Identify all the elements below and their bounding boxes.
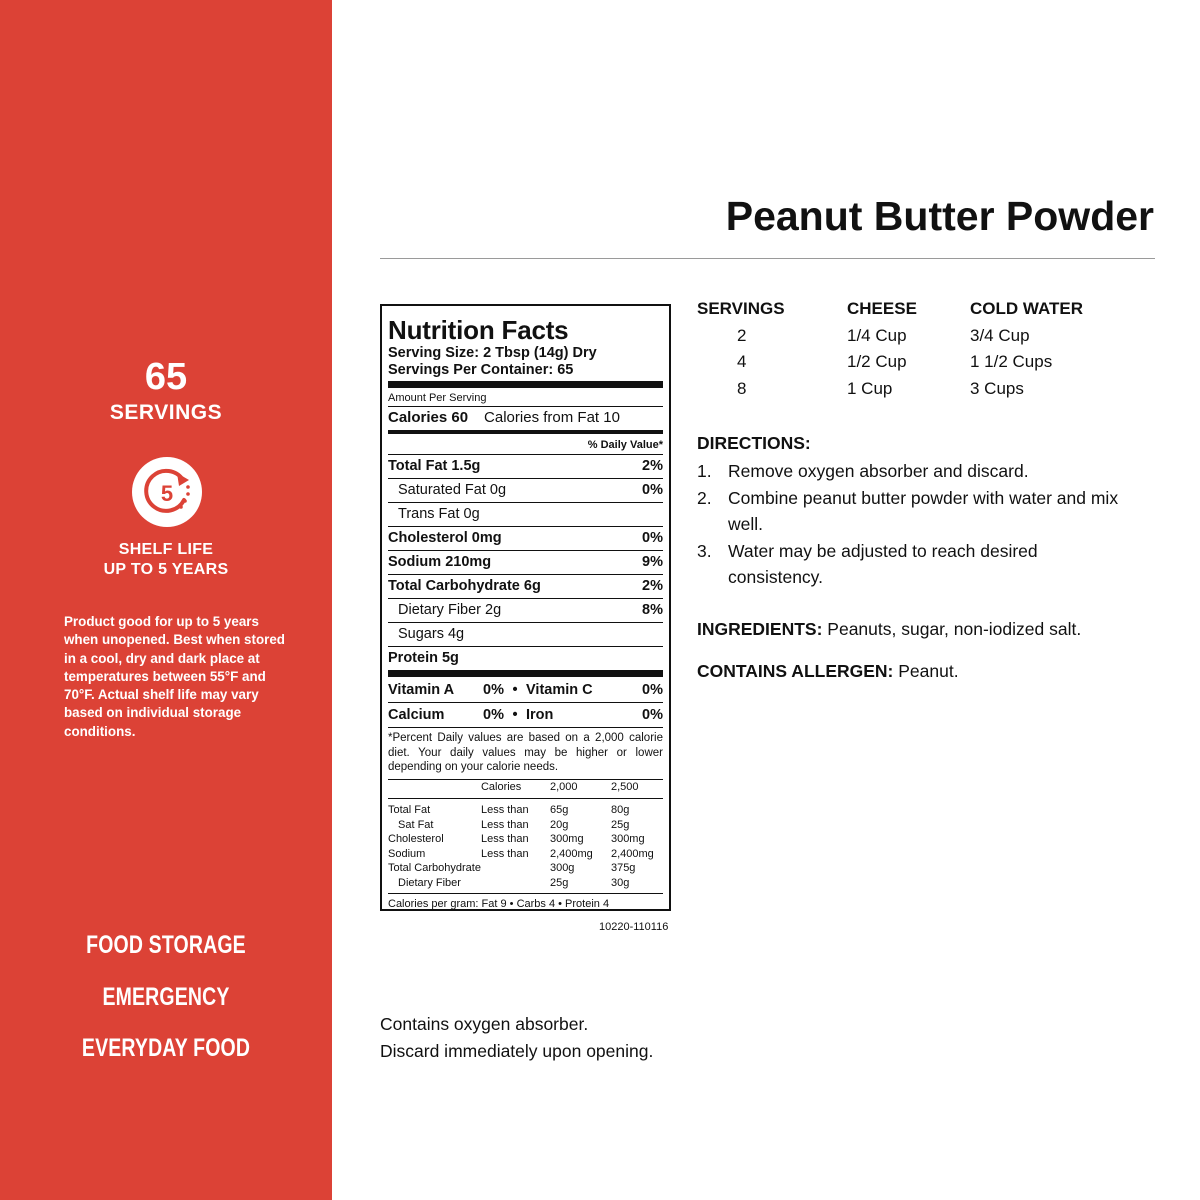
allergen-label: CONTAINS ALLERGEN: — [697, 661, 894, 681]
dv-cell — [388, 780, 481, 799]
dv-cell: Sat Fat — [398, 818, 434, 831]
nutrition-facts-title: Nutrition Facts — [388, 315, 569, 345]
water-cell: 3 Cups — [970, 379, 1024, 398]
nutrient-label: Total Carbohydrate 6g — [388, 578, 541, 594]
dv-cell: Total Fat — [388, 804, 431, 816]
vitamin-label: Calcium — [388, 707, 445, 723]
servings-header: SERVINGS — [697, 299, 785, 318]
vitamin-pct: 0% — [483, 707, 504, 723]
dv-row — [388, 832, 663, 847]
step-text: Water may be adjusted to reach desired consistency. — [728, 540, 1038, 587]
vitamin-label: Vitamin C — [526, 682, 593, 698]
nutrient-row — [388, 479, 663, 503]
shelf-life-line1: SHELF LIFE — [118, 541, 214, 558]
dv-cell — [481, 876, 550, 891]
vitamin-label: Iron — [526, 707, 554, 723]
product-title: Peanut Butter Powder — [725, 193, 1154, 239]
dv-cell: Less than — [480, 818, 529, 831]
dv-cell: 80g — [610, 804, 630, 816]
nutrient-row — [388, 599, 663, 623]
direction-step — [697, 538, 1157, 591]
dv-header-row — [388, 780, 663, 799]
dv-row — [388, 847, 663, 862]
daily-value-footnote: *Percent Daily values are based on a 2,000 calorie diet. Your daily values may be higher or lower depending on your calorie needs. — [388, 728, 663, 780]
nutrient-label: Trans Fat 0g — [398, 506, 480, 522]
dv-cell: 300g — [549, 862, 575, 874]
dv-cell: 300mg — [610, 833, 645, 845]
shelf-life-years: 5 — [160, 481, 174, 506]
vitamin-row — [388, 703, 663, 728]
tagline-food-storage: FOOD STORAGE — [86, 931, 246, 959]
dv-cell: 375g — [610, 862, 636, 874]
cheese-cell: 1/4 Cup — [847, 326, 907, 345]
nutrient-pct: 0% — [642, 530, 663, 546]
cheese-cell: 1 Cup — [847, 379, 893, 398]
divider-medium — [388, 430, 663, 434]
dv-row — [388, 818, 663, 833]
dv-cell: 25g — [610, 818, 630, 831]
calories: Calories 60 — [388, 409, 469, 426]
label-code: 10220-110116 — [599, 921, 669, 933]
cheese-cell: 1/2 Cup — [847, 352, 907, 371]
calories-from-fat: Calories from Fat 10 — [484, 409, 620, 426]
vitamin-pct: 0% — [642, 707, 663, 723]
servings-cell: 8 — [737, 379, 747, 398]
amount-per-serving: Amount Per Serving — [388, 392, 487, 404]
dv-cell: 2,400mg — [549, 847, 593, 860]
calories-per-gram: Calories per gram: Fat 9 • Carbs 4 • Protein 4 — [388, 893, 663, 913]
ingredients-label: INGREDIENTS: — [697, 619, 823, 639]
allergen-text: Peanut. — [893, 661, 959, 681]
dv-cell: Less than — [480, 847, 529, 860]
step-number: 1. — [697, 461, 712, 481]
servings-cell: 4 — [737, 352, 747, 371]
nutrient-row — [388, 551, 663, 575]
nutrient-label: Total Fat 1.5g — [388, 458, 481, 474]
servings-label: SERVINGS — [109, 401, 223, 424]
dv-cell: 2,400mg — [610, 847, 654, 860]
cold-water-header: COLD WATER — [970, 299, 1084, 318]
directions-list — [697, 458, 1157, 591]
servings-per-container: Servings Per Container: 65 — [388, 362, 574, 378]
oxygen-absorber-note — [380, 1011, 653, 1065]
nutrient-label: Protein 5g — [388, 650, 459, 666]
dv-cell: 300mg — [549, 833, 584, 845]
title-divider — [380, 258, 1155, 259]
vitamin-pct: 0% — [642, 682, 663, 698]
water-cell: 1 1/2 Cups — [970, 352, 1053, 371]
calories-row — [388, 406, 663, 429]
nutrient-row — [388, 503, 663, 527]
nutrient-pct: 8% — [642, 602, 663, 618]
step-number: 2. — [697, 487, 712, 508]
dv-cell: 20g — [549, 818, 569, 831]
vitamin-label: Vitamin A — [388, 682, 455, 698]
vitamin-pct: 0% — [483, 682, 504, 698]
divider-thick — [388, 670, 663, 677]
step-text: Remove oxygen absorber and discard. — [728, 461, 1029, 481]
ingredients — [697, 619, 1081, 640]
shelf-life-clock-icon — [131, 456, 203, 528]
nutrient-row — [388, 623, 663, 647]
water-cell: 3/4 Cup — [970, 326, 1030, 345]
nutrient-label: Saturated Fat 0g — [398, 482, 507, 498]
nutrient-label: Sodium 210mg — [388, 554, 492, 570]
nutrient-pct: 9% — [642, 554, 663, 570]
direction-step — [697, 458, 1157, 485]
daily-value-table — [388, 780, 663, 891]
nutrient-row — [388, 575, 663, 599]
nutrient-pct: 2% — [642, 578, 663, 594]
nutrition-facts-panel — [380, 304, 671, 911]
direction-step — [697, 485, 1157, 538]
bullet: • — [512, 682, 518, 698]
dv-cell: Sodium — [388, 847, 426, 860]
servings-cell: 2 — [737, 326, 747, 345]
shelf-life-description: Product good for up to 5 years when unopened. Best when stored in a cool, dry and dark place at temperatures between 55°F and 70°F. Actual shelf life may vary based on individual storage conditions. — [64, 614, 285, 739]
dv-cell: 2,500 — [610, 780, 639, 793]
dv-cell — [481, 861, 550, 876]
nutrient-row — [388, 455, 663, 479]
divider-thick — [388, 381, 663, 388]
directions-heading: DIRECTIONS: — [697, 433, 811, 453]
dv-cell: 25g — [549, 876, 569, 889]
cheese-header: CHEESE — [847, 299, 917, 318]
nutrient-row — [388, 527, 663, 551]
servings-count: 65 — [144, 356, 188, 398]
dv-cell: Cholesterol — [388, 833, 444, 845]
dv-cell: Less than — [480, 804, 529, 816]
shelf-life-label — [0, 540, 332, 580]
oxygen-note-line2: Discard immediately upon opening. — [380, 1041, 654, 1061]
step-number: 3. — [697, 540, 712, 561]
nutrient-pct: 0% — [642, 482, 663, 498]
step-text: Combine peanut butter powder with water and mix well. — [728, 487, 1119, 534]
dv-cell: Dietary Fiber — [398, 876, 461, 889]
dv-cell: 2,000 — [549, 780, 578, 793]
daily-value-header: % Daily Value* — [388, 436, 663, 455]
dv-cell: Total Carbohydrate — [388, 862, 481, 874]
dv-cell: 65g — [549, 804, 569, 816]
dv-cell: 30g — [610, 876, 630, 889]
dv-cell: Calories — [480, 780, 522, 793]
serving-size: Serving Size: 2 Tbsp (14g) Dry — [388, 345, 597, 361]
dv-row — [388, 861, 663, 876]
oxygen-note-line1: Contains oxygen absorber. — [380, 1014, 589, 1034]
dv-row — [388, 876, 663, 891]
nutrient-pct: 2% — [642, 458, 663, 474]
tagline-everyday-food: EVERYDAY FOOD — [81, 1034, 251, 1062]
bullet: • — [512, 707, 518, 723]
tagline-emergency: EMERGENCY — [102, 983, 230, 1011]
dv-row — [388, 799, 663, 818]
nutrient-label: Sugars 4g — [398, 626, 465, 642]
nutrient-row — [388, 647, 663, 670]
vitamin-row — [388, 678, 663, 703]
dv-cell: Less than — [480, 833, 529, 845]
sidebar — [0, 0, 332, 1200]
nutrient-label: Cholesterol 0mg — [388, 530, 502, 546]
shelf-life-line2: UP TO 5 YEARS — [103, 561, 229, 578]
nutrient-label: Dietary Fiber 2g — [398, 602, 502, 618]
allergen — [697, 661, 959, 682]
ingredients-text: Peanuts, sugar, non-iodized salt. — [822, 619, 1082, 639]
